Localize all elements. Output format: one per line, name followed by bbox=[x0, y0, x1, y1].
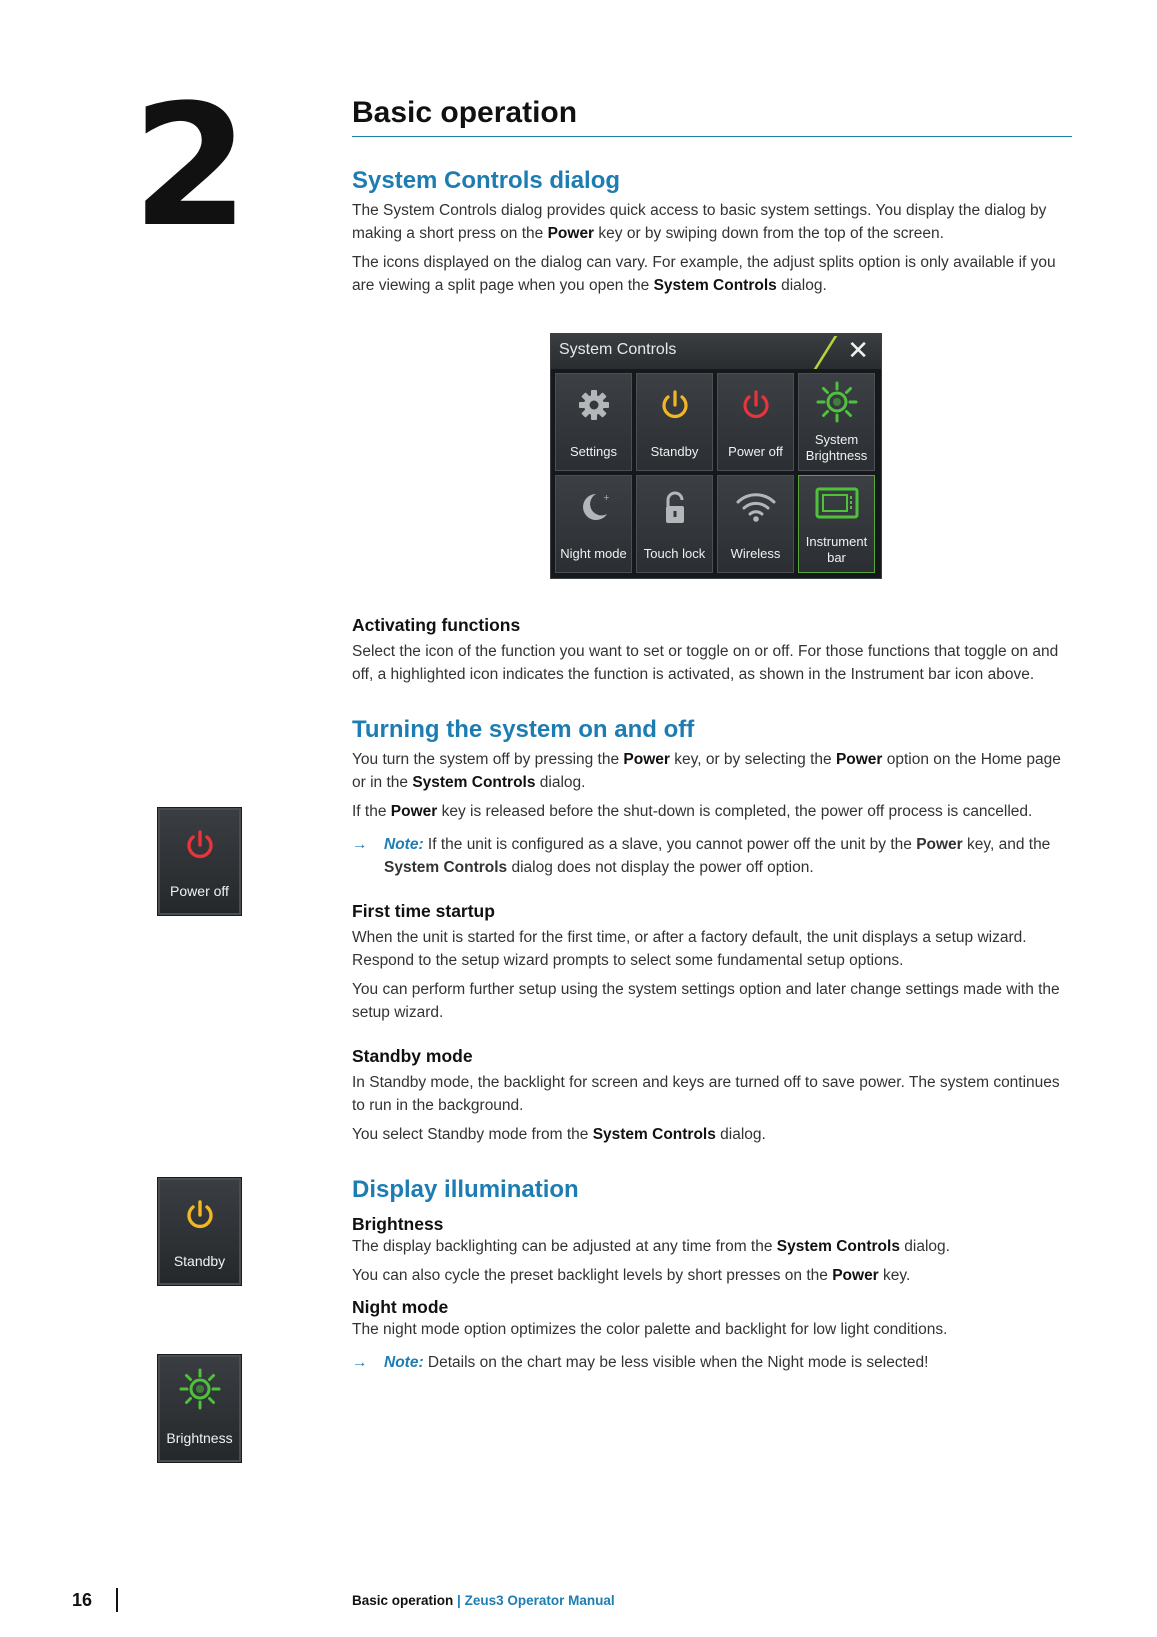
tile-standby[interactable] bbox=[636, 373, 713, 471]
power-off-button-illustration bbox=[158, 808, 241, 915]
paragraph: You can perform further setup using the system settings option and later change settings made with the setup wizard. bbox=[352, 981, 1060, 1021]
instrument-bar-icon bbox=[814, 486, 860, 520]
page-number: 16 bbox=[72, 1590, 93, 1610]
tile-label: Power off bbox=[728, 444, 783, 459]
chapter-number: 2 bbox=[132, 68, 245, 264]
note-label: Note: bbox=[384, 1354, 424, 1371]
paragraph: The icons displayed on the dialog can vary. For example, the adjust splits option is only available if you are viewing a split page when you open the System Controls dialog. bbox=[352, 254, 1056, 294]
dialog-header bbox=[551, 334, 881, 369]
sun-icon bbox=[815, 380, 859, 424]
paragraph: If the Power key is released before the shut-down is completed, the power off process is cancelled. bbox=[352, 803, 1033, 820]
arrow-icon: → bbox=[352, 836, 368, 853]
paragraph: When the unit is started for the first time, or after a factory default, the unit displays a setup wizard. Respond to the setup wizard prompts to select some fundamental setup options. bbox=[352, 929, 1027, 969]
brightness-button-illustration bbox=[158, 1355, 241, 1462]
paragraph: Select the icon of the function you want to set or toggle on or off. For those functions that toggle on and off, a highlighted icon indicates the function is activated, as shown in the Instrument bar icon above. bbox=[352, 643, 1059, 683]
chapter-title: Basic operation bbox=[352, 96, 1072, 137]
paragraph: You select Standby mode from the System Controls dialog. bbox=[352, 1126, 766, 1143]
side-button-label: Power off bbox=[170, 883, 229, 899]
subheading-standby-mode: Standby mode bbox=[352, 1046, 473, 1066]
main-content bbox=[352, 96, 1072, 1374]
tile-instrument-bar[interactable] bbox=[798, 475, 875, 573]
lock-icon bbox=[658, 490, 692, 528]
tile-night-mode[interactable] bbox=[555, 475, 632, 573]
paragraph: The night mode option optimizes the color palette and backlight for low light conditions. bbox=[352, 1321, 948, 1338]
power-icon bbox=[658, 388, 692, 422]
header-accent bbox=[814, 336, 838, 369]
standby-button-illustration bbox=[158, 1178, 241, 1285]
svg-text:+: + bbox=[602, 493, 610, 502]
sun-icon bbox=[178, 1367, 222, 1411]
note: → Note: If the unit is configured as a slave, you cannot power off the unit by the Power key, and the System Controls dialog does not display the power off option. bbox=[352, 833, 1072, 879]
section-heading-display-illumination: Display illumination bbox=[352, 1176, 579, 1203]
paragraph: You can also cycle the preset backlight levels by short presses on the Power key. bbox=[352, 1267, 911, 1284]
tile-label: Wireless bbox=[730, 546, 781, 561]
tile-label: Night mode bbox=[560, 546, 627, 561]
tile-label: Instrument bar bbox=[805, 534, 868, 565]
arrow-icon: → bbox=[352, 1354, 368, 1371]
paragraph: In Standby mode, the backlight for screen and keys are turned off to save power. The system continues to run in the background. bbox=[352, 1074, 1060, 1114]
subheading-activating-functions: Activating functions bbox=[352, 615, 521, 635]
note-label: Note: bbox=[384, 836, 424, 853]
tile-label: Settings bbox=[570, 444, 617, 459]
tile-system-brightness[interactable] bbox=[798, 373, 875, 471]
subheading-brightness: Brightness bbox=[352, 1214, 444, 1234]
tile-touch-lock[interactable] bbox=[636, 475, 713, 573]
system-controls-dialog bbox=[550, 333, 882, 579]
side-button-label: Standby bbox=[173, 1253, 226, 1269]
close-icon[interactable]: ✕ bbox=[847, 335, 869, 365]
tile-label: Standby bbox=[650, 444, 699, 459]
tile-label: Touch lock bbox=[643, 546, 706, 561]
dialog-grid bbox=[551, 369, 881, 577]
gear-icon bbox=[577, 388, 611, 422]
tile-label: System Brightness bbox=[805, 432, 868, 463]
section-heading-turning-on-off: Turning the system on and off bbox=[352, 716, 695, 743]
tile-wireless[interactable] bbox=[717, 475, 794, 573]
paragraph: You turn the system off by pressing the Power key, or by selecting the Power option on the Home page or in the System Controls dialog. bbox=[352, 751, 1061, 791]
footer-divider bbox=[116, 1588, 118, 1612]
tile-settings[interactable] bbox=[555, 373, 632, 471]
power-icon bbox=[183, 1198, 217, 1232]
tile-power-off[interactable] bbox=[717, 373, 794, 471]
moon-icon bbox=[577, 490, 611, 524]
note: → Note: Details on the chart may be less visible when the Night mode is selected! bbox=[352, 1351, 1072, 1374]
footer-running-title: Basic operation | Zeus3 Operator Manual bbox=[352, 1593, 615, 1608]
dialog-title: System Controls bbox=[559, 341, 677, 358]
side-button-label: Brightness bbox=[166, 1430, 233, 1446]
section-heading-system-controls: System Controls dialog bbox=[352, 167, 621, 194]
power-icon bbox=[739, 388, 773, 422]
subheading-first-time-startup: First time startup bbox=[352, 901, 495, 921]
wifi-icon bbox=[734, 490, 778, 524]
paragraph: The System Controls dialog provides quick access to basic system settings. You display the dialog by making a short press on the Power key or by swiping down from the top of the screen. bbox=[352, 202, 1047, 242]
paragraph: The display backlighting can be adjusted at any time from the System Controls dialog. bbox=[352, 1238, 950, 1255]
subheading-night-mode: Night mode bbox=[352, 1297, 449, 1317]
power-icon bbox=[183, 828, 217, 862]
